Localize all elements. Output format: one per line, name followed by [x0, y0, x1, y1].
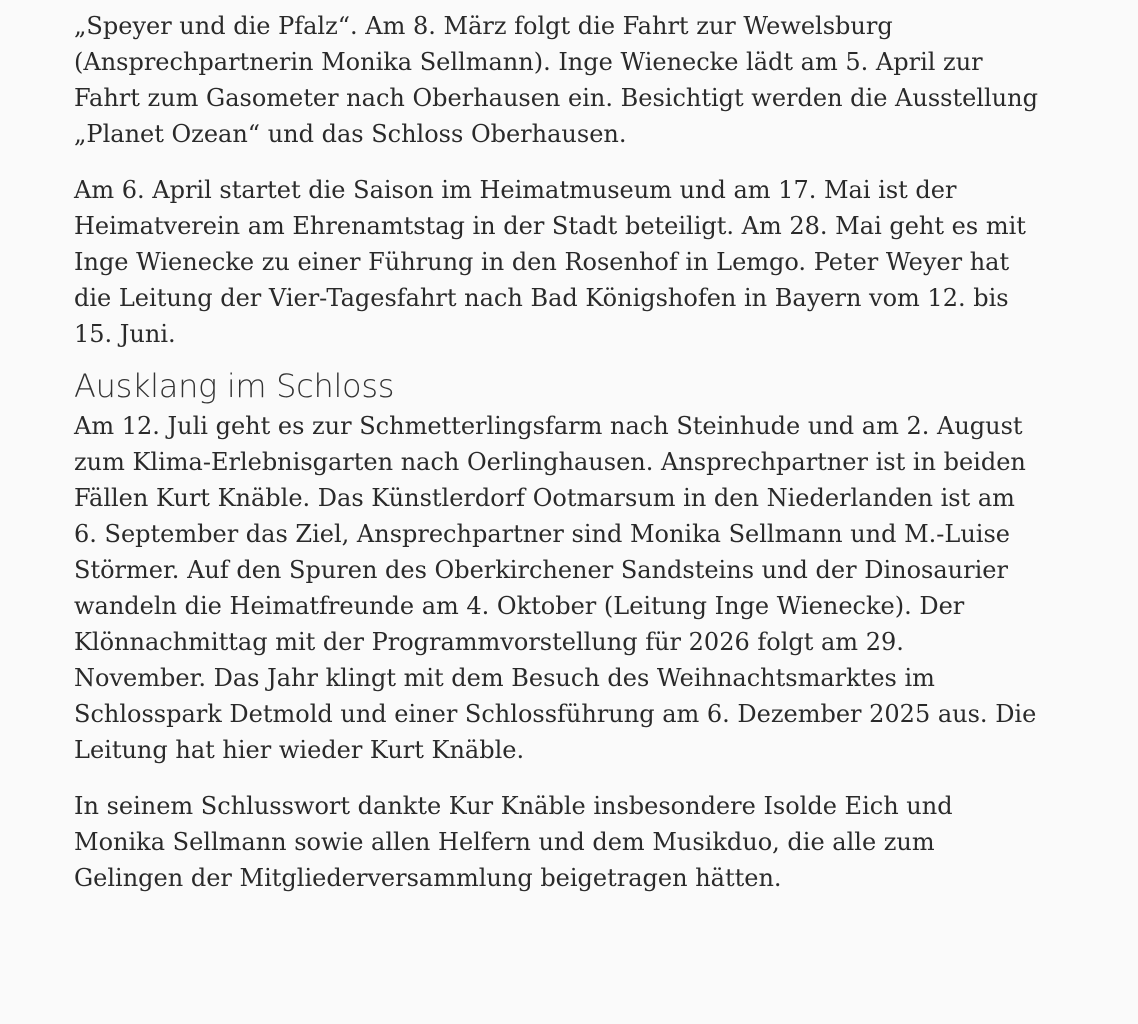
- text-line: Inge Wienecke zu einer Führung in den Rosenhof in Lemgo. Peter Weyer hat: [74, 248, 1010, 276]
- text-line: (Ansprechpartnerin Monika Sellmann). Inge Wienecke lädt am 5. April zur: [74, 48, 983, 76]
- text-line: Gelingen der Mitgliederversammlung beigetragen hätten.: [74, 864, 782, 892]
- text-line: Störmer. Auf den Spuren des Oberkirchener Sandsteins und der Dinosaurier: [74, 556, 1008, 584]
- text-line: „Planet Ozean“ und das Schloss Oberhausen.: [74, 120, 627, 148]
- text-line: November. Das Jahr klingt mit dem Besuch des Weihnachtsmarktes im: [74, 664, 935, 692]
- document-page: [74, 8, 1124, 896]
- text-line: Leitung hat hier wieder Kurt Knäble.: [74, 736, 525, 764]
- text-line: Schlosspark Detmold und einer Schlossführung am 6. Dezember 2025 aus. Die: [74, 700, 1037, 728]
- paragraph-4: [74, 788, 1124, 896]
- paragraph-1: [74, 8, 1124, 152]
- text-line: Monika Sellmann sowie allen Helfern und dem Musikduo, die alle zum: [74, 828, 935, 856]
- paragraph-spacer: [74, 152, 1124, 172]
- text-line: Fällen Kurt Knäble. Das Künstlerdorf Ootmarsum in den Niederlanden ist am: [74, 484, 1015, 512]
- text-line: Am 12. Juli geht es zur Schmetterlingsfarm nach Steinhude und am 2. August: [74, 412, 1023, 440]
- text-line: Am 6. April startet die Saison im Heimatmuseum und am 17. Mai ist der: [74, 176, 957, 204]
- paragraph-2: [74, 172, 1124, 352]
- text-line: zum Klima-Erlebnisgarten nach Oerlinghausen. Ansprechpartner ist in beiden: [74, 448, 1026, 476]
- text-line: Heimatverein am Ehrenamtstag in der Stadt beteiligt. Am 28. Mai geht es mit: [74, 212, 1026, 240]
- paragraph-spacer: [74, 768, 1124, 788]
- text-line: 6. September das Ziel, Ansprechpartner sind Monika Sellmann und M.-Luise: [74, 520, 1010, 548]
- text-line: „Speyer und die Pfalz“. Am 8. März folgt die Fahrt zur Wewelsburg: [74, 12, 893, 40]
- text-line: die Leitung der Vier-Tagesfahrt nach Bad Königshofen in Bayern vom 12. bis: [74, 284, 1009, 312]
- paragraph-3: [74, 408, 1124, 768]
- text-line: Klönnachmittag mit der Programmvorstellung für 2026 folgt am 29.: [74, 628, 904, 656]
- text-line: 15. Juni.: [74, 320, 176, 348]
- text-line: Fahrt zum Gasometer nach Oberhausen ein. Besichtigt werden die Ausstellung: [74, 84, 1038, 112]
- text-line: In seinem Schlusswort dankte Kur Knäble insbesondere Isolde Eich und: [74, 792, 953, 820]
- text-line: wandeln die Heimatfreunde am 4. Oktober (Leitung Inge Wienecke). Der: [74, 592, 965, 620]
- section-heading: Ausklang im Schloss: [74, 367, 395, 405]
